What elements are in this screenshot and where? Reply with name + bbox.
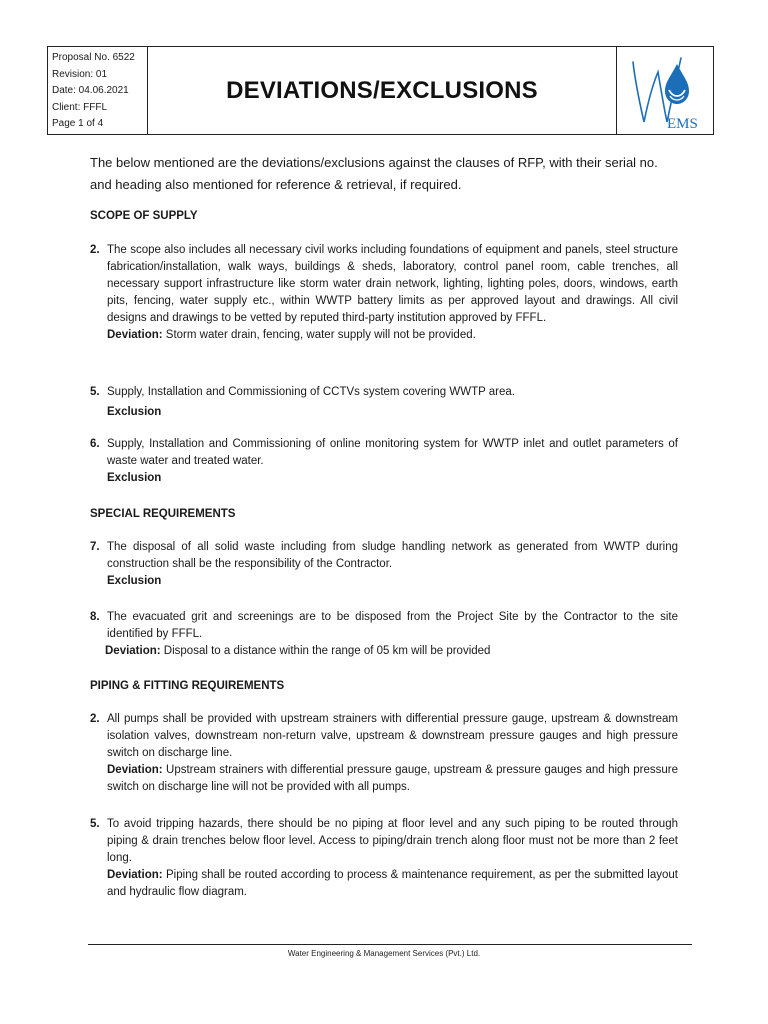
- client: Client: FFFL: [52, 101, 108, 113]
- footer-company: Water Engineering & Management Services (Pvt.) Ltd.: [287, 949, 481, 958]
- item-label: Deviation:: [107, 764, 163, 776]
- item-number: 5.: [90, 386, 100, 398]
- wems-logo-icon: [625, 50, 705, 132]
- document-header: [47, 46, 714, 135]
- item-note: Disposal to a distance within the range of 05 km will be provided: [160, 645, 491, 657]
- item-text: The disposal of all solid waste including from sludge handling network as generated from WWTP during construction shall be the responsibility of the Contractor.: [107, 541, 678, 570]
- item-number: 8.: [90, 611, 100, 623]
- item-text: To avoid tripping hazards, there should be no piping at floor level and any such piping to be routed through piping & drain trenches below floor level. Access to piping/drain trench along floor must not be more than 2 feet long.: [107, 818, 678, 864]
- item-label: Deviation:: [107, 329, 163, 341]
- list-item: [90, 242, 678, 344]
- document-body: [90, 152, 678, 898]
- item-number: 5.: [90, 818, 100, 830]
- revision: Revision: 01: [52, 68, 108, 80]
- item-label: Exclusion: [107, 472, 162, 484]
- item-note: Storm water drain, fencing, water supply will not be provided.: [162, 329, 476, 341]
- section-heading-special: SPECIAL REQUIREMENTS: [90, 508, 236, 520]
- item-number: 7.: [90, 541, 100, 553]
- item-text: The evacuated grit and screenings are to be disposed from the Project Site by the Contractor to the site identified by FFFL.: [107, 611, 678, 640]
- footer-divider: [88, 944, 692, 945]
- logo-text: EMS: [667, 115, 698, 132]
- item-label: Deviation:: [107, 869, 163, 881]
- list-item: [90, 384, 678, 421]
- item-text: Supply, Installation and Commissioning of CCTVs system covering WWTP area.: [107, 386, 515, 398]
- page-title: DEVIATIONS/EXCLUSIONS: [226, 76, 538, 104]
- page-number: Page 1 of 4: [52, 118, 104, 129]
- item-number: 6.: [90, 438, 100, 450]
- title-cell: [148, 47, 617, 134]
- proposal-meta: [48, 47, 148, 134]
- item-text: Supply, Installation and Commissioning of online monitoring system for WWTP inlet and outlet parameters of waste water and treated water.: [107, 438, 678, 467]
- list-item: [90, 539, 678, 590]
- item-note: Upstream strainers with differential pressure gauge, upstream & pressure gauges and high pressure switch on discharge line will not be provided with all pumps.: [107, 764, 678, 793]
- item-label: Exclusion: [107, 575, 162, 587]
- intro-paragraph: The below mentioned are the deviations/exclusions against the clauses of RFP, with their serial no. and heading also mentioned for reference & retrieval, if required.: [90, 155, 658, 192]
- item-text: The scope also includes all necessary civil works including foundations of equipment and panels, steel structure fabrication/installation, walk ways, buildings & sheds, laboratory, control panel room, cable trenches, all necessary support infrastructure like storm water drain network, lighting, lighting poles, doors, windows, earth pits, fencing, water supply etc., within WWTP battery limits as per approved layout and drawings. All civil designs and drawings to be vetted by reputed third-party institution approved by FFFL.: [107, 244, 678, 324]
- item-label: Exclusion: [107, 406, 162, 418]
- item-number: 2.: [90, 713, 100, 725]
- item-text: All pumps shall be provided with upstream strainers with differential pressure gauge, upstream & downstream isolation valves, downstream non-return valve, upstream & downstream pressure gauges and high pressure switch on discharge line.: [107, 713, 678, 759]
- date: Date: 04.06.2021: [52, 85, 129, 96]
- section-heading-piping: PIPING & FITTING REQUIREMENTS: [90, 680, 285, 692]
- item-number: 2.: [90, 244, 100, 256]
- proposal-number: Proposal No. 6522: [52, 52, 135, 63]
- item-note: Piping shall be routed according to process & maintenance requirement, as per the submitted layout and hydraulic flow diagram.: [107, 869, 678, 898]
- list-item: [90, 609, 678, 660]
- list-item: [90, 711, 678, 796]
- company-logo: [617, 47, 713, 134]
- list-item: [90, 816, 678, 901]
- item-label: Deviation:: [105, 645, 161, 657]
- section-heading-scope: SCOPE OF SUPPLY: [90, 210, 198, 222]
- list-item: [90, 436, 678, 487]
